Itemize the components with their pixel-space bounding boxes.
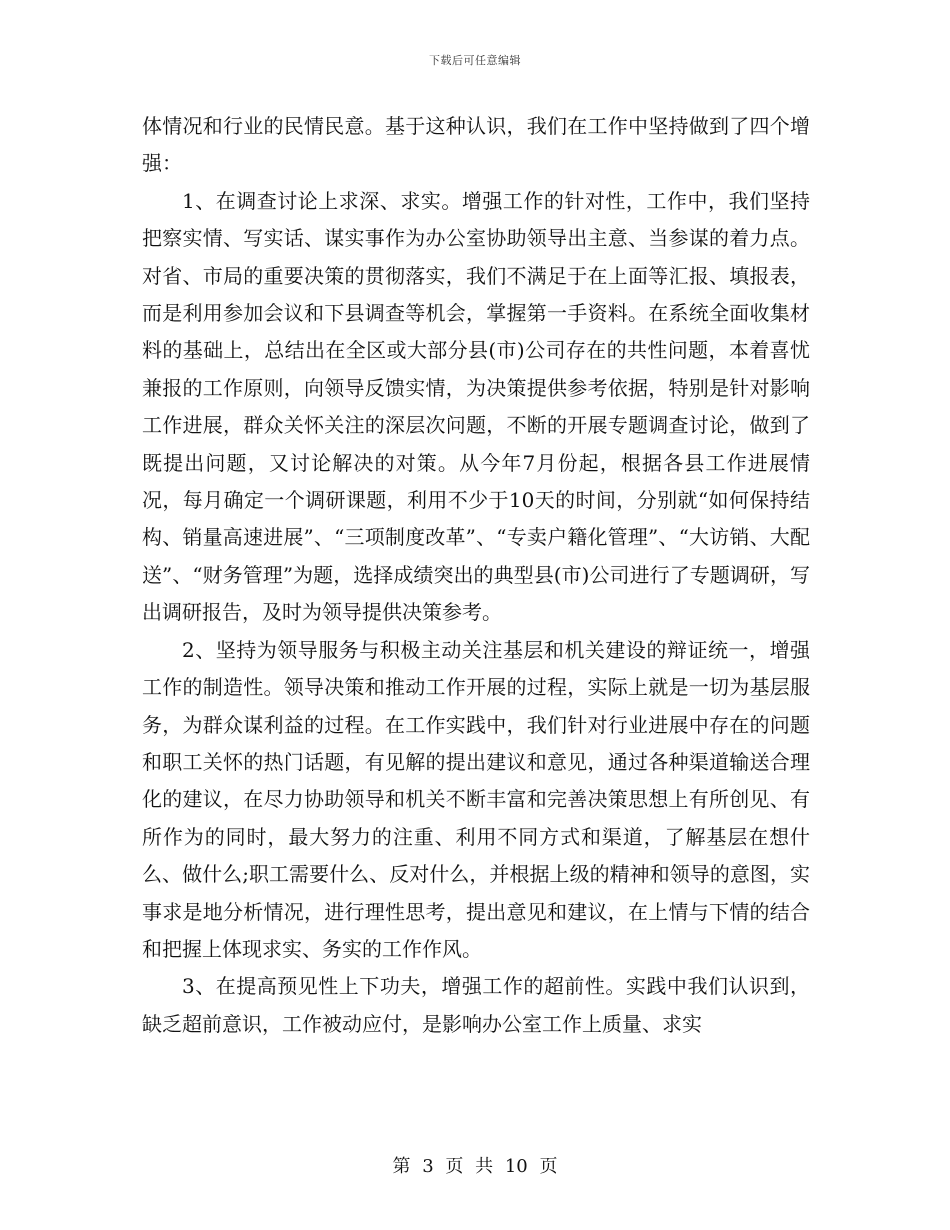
paragraph-item-1: 1、在调查讨论上求深、求实。增强工作的针对性，工作中，我们坚持把察实情、写实话、谋实事作为办公室协助领导出主意、当参谋的着力点。对省、市局的重要决策的贯彻落实，我们不满足于在上面等汇报、填报表，而是利用参加会议和下县调查等机会，掌握第一手资料。在系统全面收集材料的基础上，总结出在全区或大部分县(市)公司存在的共性问题，本着喜忧兼报的工作原则，向领导反馈实情，为决策提供参考依据，特别是针对影响工作进展，群众关怀关注的深层次问题，不断的开展专题调查讨论，做到了既提出问题，又讨论解决的对策。从今年7月份起，根据各县工作进展情况，每月确定一个调研课题，利用不少于10天的时间，分别就“如何保持结构、销量高速进展”、“三项制度改革”、“专卖户籍化管理”、“大访销、大配送”、“财务管理”为题，选择成绩突出的典型县(市)公司进行了专题调研，写出调研报告，及时为领导提供决策参考。 [142,188,810,625]
page-header-note: 下载后可任意编辑 [429,54,521,67]
document-body [142,108,810,1043]
paragraph-item-2: 2、坚持为领导服务与积极主动关注基层和机关建设的辩证统一，增强工作的制造性。领导决策和推动工作开展的过程，实际上就是一切为基层服务，为群众谋利益的过程。在工作实践中，我们针对行业进展中存在的问题和职工关怀的热门话题，有见解的提出建议和意见，通过各种渠道输送合理化的建议，在尽力协助领导和机关不断丰富和完善决策思想上有所创见、有所作为的同时，最大努力的注重、利用不同方式和渠道，了解基层在想什么、做什么;职工需要什么、反对什么，并根据上级的精神和领导的意图，实事求是地分析情况，进行理性思考，提出意见和建议，在上情与下情的结合和把握上体现求实、务实的工作作风。 [142,637,810,961]
paragraph-item-3: 3、在提高预见性上下功夫，增强工作的超前性。实践中我们认识到，缺乏超前意识，工作被动应付，是影响办公室工作上质量、求实 [142,974,810,1036]
page-number-footer: 第 3 页 共 10 页 [392,1156,558,1177]
paragraph-continuation: 体情况和行业的民情民意。基于这种认识，我们在工作中坚持做到了四个增强： [142,114,810,176]
